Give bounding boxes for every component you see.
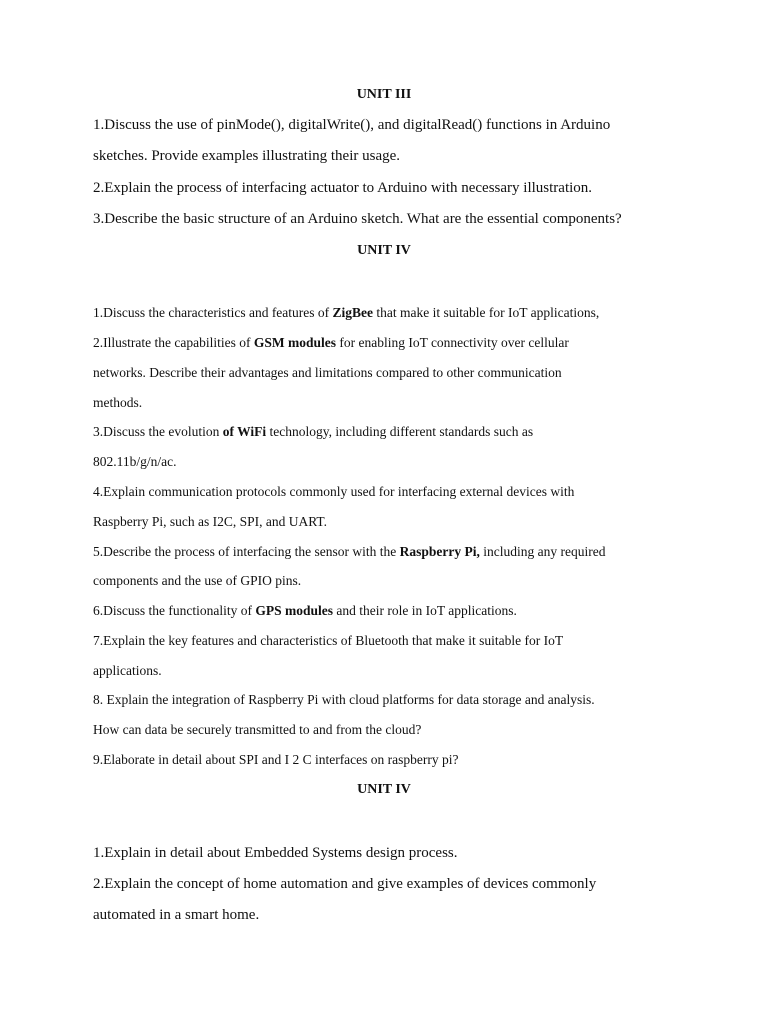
unit4a-q2-line-3: methods. — [93, 395, 143, 410]
unit4a-q1: 1.Discuss the characteristics and features of ZigBee that make it suitable for IoT applications, — [93, 305, 600, 320]
unit4a-q7-line-1: 7.Explain the key features and characteristics of Bluetooth that make it suitable for IoT — [93, 633, 564, 648]
unit3-line-2: sketches. Provide examples illustrating their usage. — [93, 148, 401, 164]
unit-iv-heading-2: UNIT IV — [357, 782, 411, 797]
unit4a-q8-line-1: 8. Explain the integration of Raspberry Pi with cloud platforms for data storage and analysis. — [93, 692, 595, 707]
unit4b-line-2: 2.Explain the concept of home automation and give examples of devices commonly — [93, 876, 597, 892]
unit3-line-3: 2.Explain the process of interfacing actuator to Arduino with necessary illustration. — [93, 180, 593, 196]
unit4a-q8-line-2: How can data be securely transmitted to and from the cloud? — [93, 722, 422, 737]
unit4a-q6: 6.Discuss the functionality of GPS modules and their role in IoT applications. — [93, 603, 517, 618]
unit4a-q4-line-1: 4.Explain communication protocols commonly used for interfacing external devices with — [93, 484, 575, 499]
unit4b-line-1: 1.Explain in detail about Embedded Systems design process. — [93, 845, 458, 861]
unit4a-q4-line-2: Raspberry Pi, such as I2C, SPI, and UART. — [93, 514, 328, 529]
unit4b-line-3: automated in a smart home. — [93, 907, 260, 923]
unit4a-q2: 2.Illustrate the capabilities of GSM modules for enabling IoT connectivity over cellular — [93, 335, 569, 350]
unit4a-q5: 5.Describe the process of interfacing the sensor with the Raspberry Pi, including any required — [93, 544, 606, 559]
unit3-line-1: 1.Discuss the use of pinMode(), digitalWrite(), and digitalRead() functions in Arduino — [93, 117, 611, 133]
unit3-line-4: 3.Describe the basic structure of an Arduino sketch. What are the essential components? — [93, 211, 622, 227]
unit-iii-heading: UNIT III — [356, 87, 412, 102]
unit4a-q2-line-2: networks. Describe their advantages and limitations compared to other communication — [93, 365, 562, 380]
unit4a-q9-line-1: 9.Elaborate in detail about SPI and I 2 C interfaces on raspberry pi? — [93, 752, 459, 767]
unit4a-q7-line-2: applications. — [93, 663, 162, 678]
unit4a-q3: 3.Discuss the evolution of WiFi technology, including different standards such as — [93, 424, 534, 439]
unit4a-q5-line-2: components and the use of GPIO pins. — [93, 573, 302, 588]
unit4a-q3-line-2: 802.11b/g/n/ac. — [93, 454, 177, 469]
unit-iv-heading-1: UNIT IV — [357, 243, 411, 258]
